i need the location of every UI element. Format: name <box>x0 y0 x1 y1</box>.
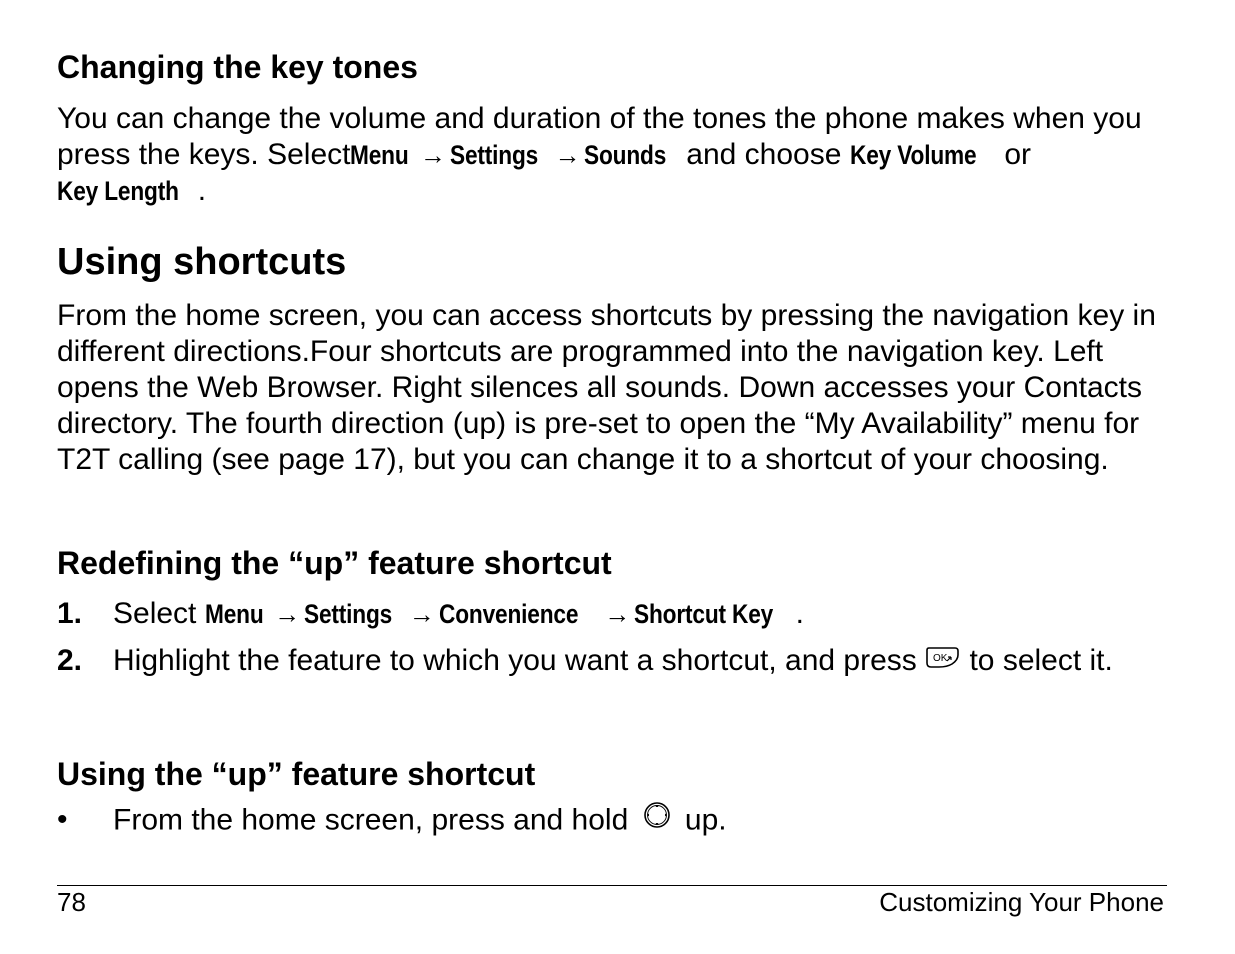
step-2-body <box>113 643 1163 680</box>
step-1-body <box>113 596 1163 632</box>
step-2-text-after: to select it. <box>961 644 1113 677</box>
manual-page <box>57 0 1167 954</box>
sounds-label: Sounds <box>584 140 667 170</box>
shortcuts-paragraph: From the home screen, you can access shortcuts by pressing the navigation key in different directions.Four shortcuts are programmed into the navigation key. Left opens the Web Browser. Right silences all sounds. Down accesses your Contacts directory. The fourth direction (up) is pre-set to open the “My Availability” menu for T2T calling (see page 17), but you can change it to a shortcut of your choosing. <box>57 299 1156 476</box>
navigation-key-icon <box>637 799 677 838</box>
using-shortcuts-heading: Using shortcuts <box>57 241 347 283</box>
chapter-title: Customizing Your Phone <box>879 887 1164 917</box>
svg-text:OK: OK <box>933 653 948 665</box>
step-1-number: 1. <box>57 597 83 630</box>
use-up-heading: Using the “up” feature shortcut <box>57 756 536 792</box>
key-tones-text-or: or <box>996 138 1032 171</box>
arrow-icon: → <box>408 599 435 629</box>
arrow-icon: → <box>419 140 446 170</box>
key-length-label: Key Length <box>57 176 179 206</box>
arrow-icon: → <box>274 599 301 629</box>
key-tones-text-1: You can change the volume and duration of the tones the phone makes when you press the keys. Select <box>57 102 1142 171</box>
menu-label: Menu <box>350 140 410 170</box>
bullet-body <box>113 802 1163 841</box>
bullet-text-before: From the home screen, press and hold <box>113 803 637 837</box>
bullet-text-after: up. <box>676 803 727 837</box>
page-number: 78 <box>57 887 86 917</box>
step-2-number: 2. <box>57 644 83 677</box>
arrow-icon: → <box>554 140 581 170</box>
key-tones-text-end: . <box>197 174 207 207</box>
footer-divider <box>57 885 1167 886</box>
bullet-icon: • <box>57 803 68 836</box>
step-2-text-before: Highlight the feature to which you want a shortcut, and press <box>113 644 926 677</box>
ok-key-icon <box>925 641 961 677</box>
key-tones-text-2: and choose <box>677 138 850 171</box>
step-1-end: . <box>795 597 804 630</box>
settings-label: Settings <box>449 140 538 170</box>
arrow-icon: → <box>604 599 631 629</box>
key-volume-label: Key Volume <box>849 140 977 170</box>
redefine-heading: Redefining the “up” feature shortcut <box>57 545 612 581</box>
key-tones-heading: Changing the key tones <box>57 49 418 85</box>
settings-label: Settings <box>304 599 393 629</box>
menu-label: Menu <box>204 599 264 629</box>
key-tones-paragraph <box>57 101 1167 209</box>
step-1-text: Select <box>113 597 205 630</box>
shortcut-key-label: Shortcut Key <box>634 599 774 629</box>
convenience-label: Convenience <box>438 599 579 629</box>
